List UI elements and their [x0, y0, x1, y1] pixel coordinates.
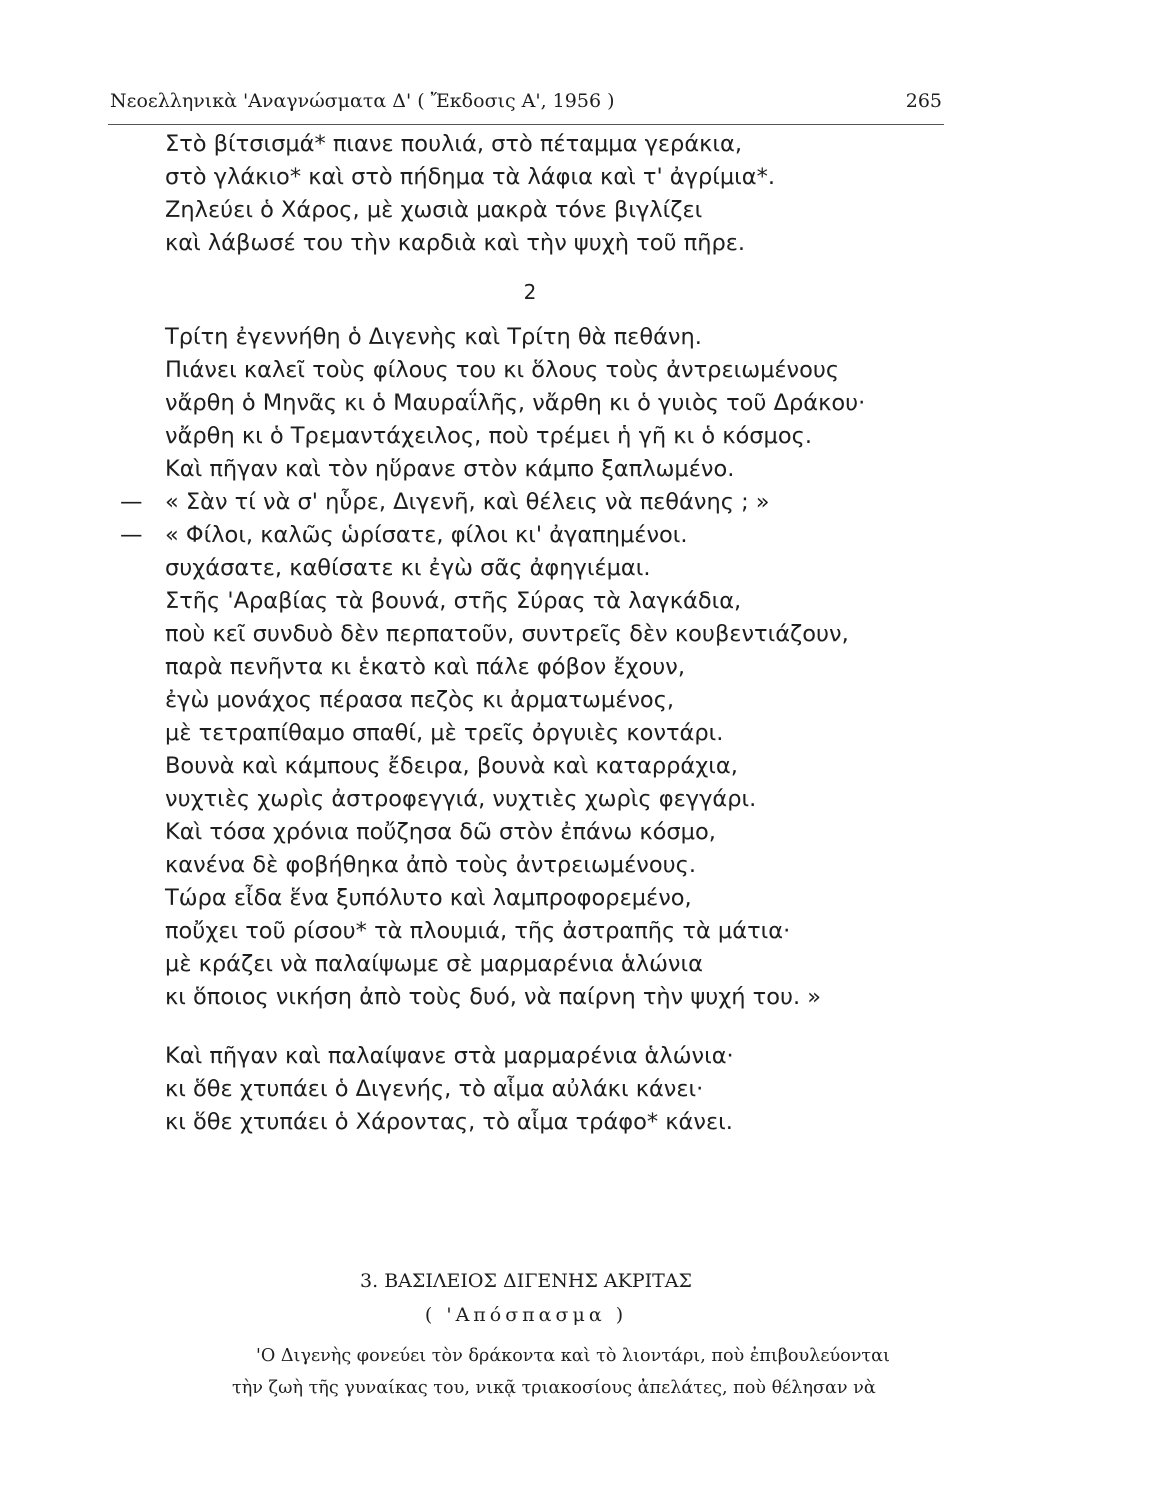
- verse-line: στὸ γλάκιο* καὶ στὸ πήδημα τὰ λάφια καὶ τ' ἀγρίμια*.: [165, 164, 776, 190]
- dialogue-dash: —: [120, 489, 143, 515]
- verse-line: μὲ τετραπίθαμο σπαθί, μὲ τρεῖς ὀργυιὲς κοντάρι.: [165, 720, 724, 746]
- verse-line: Καὶ τόσα χρόνια ποὔζησα δῶ στὸν ἐπάνω κόσμο,: [165, 819, 716, 845]
- verse-line: νυχτιὲς χωρὶς ἀστροφεγγιά, νυχτιὲς χωρὶς φεγγάρι.: [165, 786, 757, 812]
- verse-line: Πιάνει καλεῖ τοὺς φίλους του κι ὅλους τοὺς ἀντρειωμένους: [165, 357, 840, 383]
- running-head-title: Νεοελληνικὰ 'Αναγνώσματα Δ' ( Ἔκδοσις Α', 1956 ): [110, 90, 615, 112]
- verse-line: Τώρα εἶδα ἕνα ξυπόλυτο καὶ λαμπροφορεμένο,: [165, 885, 692, 911]
- dialogue-text: « Σὰν τί νὰ σ' ηὗρε, Διγενῆ, καὶ θέλεις νὰ πεθάνης ; »: [165, 489, 770, 515]
- verse-line: κι ὅποιος νικήση ἀπὸ τοὺς δυό, νὰ παίρνη τὴν ψυχή του. »: [165, 984, 822, 1010]
- verse-line: κι ὅθε χτυπάει ὁ Χάροντας, τὸ αἷμα τράφο* κάνει.: [165, 1109, 733, 1135]
- section-number: 2: [523, 280, 537, 304]
- running-head: [108, 84, 944, 125]
- verse-line: Στὸ βίτσισμά* πιανε πουλιά, στὸ πέταμμα γεράκια,: [165, 131, 743, 157]
- summary-line: τὴν ζωὴ τῆς γυναίκας του, νικᾷ τριακοσίους ἀπελάτες, ποὺ θέλησαν νὰ: [232, 1378, 876, 1398]
- page-number: 265: [905, 90, 942, 112]
- verse-line: Βουνὰ καὶ κάμπους ἔδειρα, βουνὰ καὶ καταρράχια,: [165, 753, 738, 779]
- summary-line: 'Ο Διγενὴς φονεύει τὸν δράκοντα καὶ τὸ λιοντάρι, ποὺ ἐπιβουλεύονται: [256, 1346, 890, 1366]
- verse-line: συχάσατε, καθίσατε κι ἐγὼ σᾶς ἀφηγιέμαι.: [165, 555, 651, 581]
- verse-line: Τρίτη ἐγεννήθη ὁ Διγενὴς καὶ Τρίτη θὰ πεθάνη.: [165, 324, 702, 350]
- verse-line: κανένα δὲ φοβήθηκα ἀπὸ τοὺς ἀντρειωμένους.: [165, 852, 696, 878]
- dialogue-dash: —: [120, 522, 143, 548]
- verse-line: παρὰ πενῆντα κι ἑκατὸ καὶ πάλε φόβον ἔχουν,: [165, 654, 686, 680]
- verse-line: ποὔχει τοῦ ρίσου* τὰ πλουμιά, τῆς ἀστραπῆς τὰ μάτια·: [165, 918, 791, 944]
- verse-line: Ζηλεύει ὁ Χάρος, μὲ χωσιὰ μακρὰ τόνε βιγλίζει: [165, 197, 703, 223]
- poem-body: [120, 128, 965, 1139]
- verse-line: Καὶ πῆγαν καὶ παλαίψανε στὰ μαρμαρένια ἁλώνια·: [165, 1043, 734, 1069]
- summary-paragraph: [232, 1340, 957, 1404]
- verse-line: καὶ λάβωσέ του τὴν καρδιὰ καὶ τὴν ψυχὴ τοῦ πῆρε.: [165, 230, 746, 256]
- dialogue-text: « Φίλοι, καλῶς ὡρίσατε, φίλοι κι' ἀγαπημένοι.: [165, 522, 688, 548]
- stanza-3: [165, 1040, 965, 1139]
- next-work-heading: [108, 1264, 944, 1332]
- verse-line: ἐγὼ μονάχος πέρασα πεζὸς κι ἀρματωμένος,: [165, 687, 675, 713]
- dialogue-line: [120, 486, 965, 519]
- stanza-gap: [165, 1014, 965, 1040]
- work-title: 3. ΒΑΣΙΛΕΙΟΣ ΔΙΓΕΝΗΣ ΑΚΡΙΤΑΣ: [360, 1270, 692, 1292]
- stanza-2: [120, 321, 965, 1014]
- verse-line: νἄρθη κι ὁ Τρεμαντάχειλος, ποὺ τρέμει ἡ γῆ κι ὁ κόσμος.: [165, 423, 812, 449]
- verse-line: κι ὅθε χτυπάει ὁ Διγενής, τὸ αἷμα αὐλάκι κάνει·: [165, 1076, 704, 1102]
- verse-line: ποὺ κεῖ συνδυὸ δὲν περπατοῦν, συντρεῖς δὲν κουβεντιάζουν,: [165, 621, 849, 647]
- verse-line: Καὶ πῆγαν καὶ τὸν ηὕρανε στὸν κάμπο ξαπλωμένο.: [165, 456, 735, 482]
- work-subtitle: ( 'Απόσπασμα ): [424, 1304, 628, 1326]
- stanza-1: [165, 128, 965, 260]
- dialogue-line: [120, 519, 965, 552]
- verse-line: νἄρθη ὁ Μηνᾶς κι ὁ Μαυραΐλῆς, νἄρθη κι ὁ γυιὸς τοῦ Δράκου·: [165, 390, 866, 416]
- verse-line: μὲ κράζει νὰ παλαίψωμε σὲ μαρμαρένια ἁλώνια: [165, 951, 703, 977]
- verse-line: Στῆς 'Αραβίας τὰ βουνά, στῆς Σύρας τὰ λαγκάδια,: [165, 588, 742, 614]
